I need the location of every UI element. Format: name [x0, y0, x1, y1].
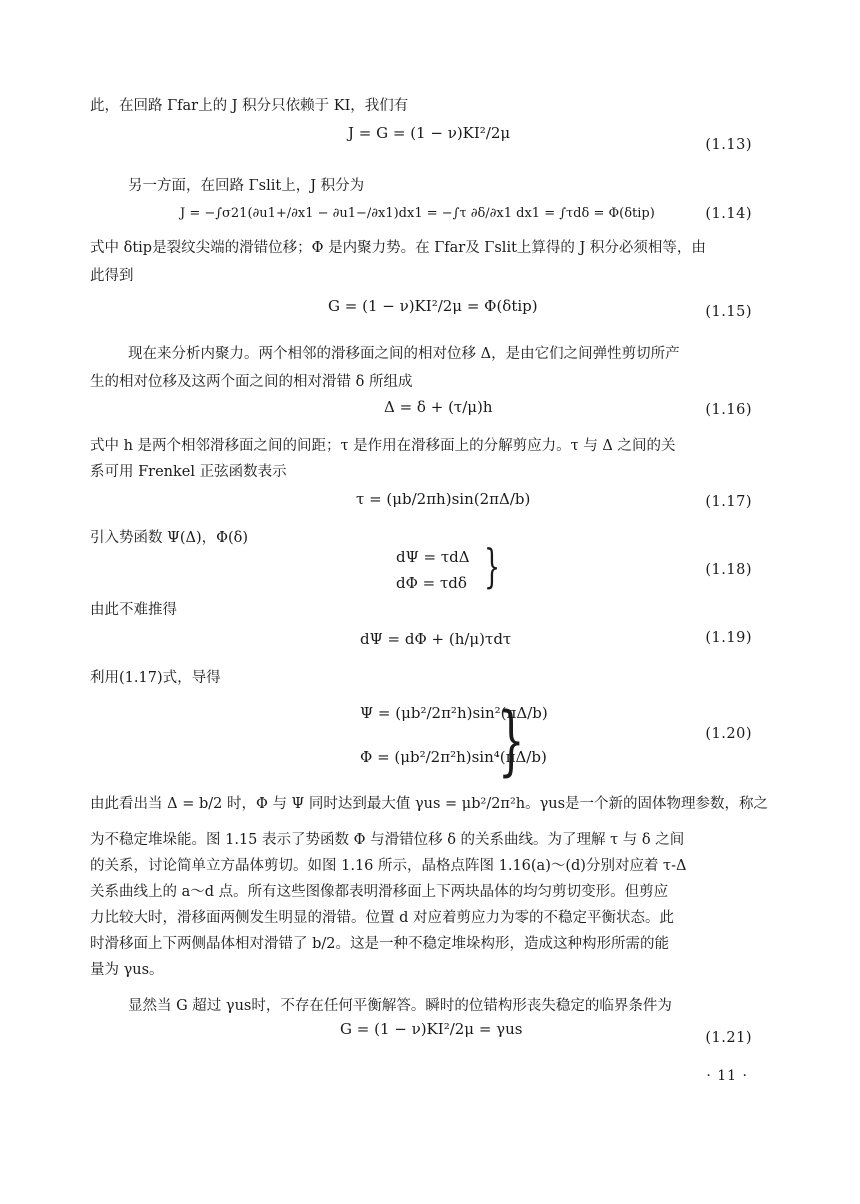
page-number: · 11 ·: [706, 1068, 748, 1084]
paragraph-line: 显然当 G 超过 γus时，不存在任何平衡解答。瞬时的位错构形丧失稳定的临界条件为: [128, 998, 672, 1014]
paragraph-line: 系可用 Frenkel 正弦函数表示: [90, 464, 287, 480]
equation-number: (1.15): [705, 304, 752, 320]
equation-1-20a: Ψ = (μb²/2π²h)sin²(πΔ/b): [360, 704, 548, 722]
paragraph-line: 由此看出当 Δ = b/2 时，Φ 与 Ψ 同时达到最大值 γus = μb²/2π²h。γus是一个新的固体物理参数，称之: [90, 796, 769, 812]
paragraph-line: 此得到: [90, 268, 134, 284]
paragraph-line: 生的相对位移及这两个面之间的相对滑错 δ 所组成: [90, 374, 413, 390]
paragraph-line: 此，在回路 Γfar上的 J 积分只依赖于 KⅠ，我们有: [90, 98, 409, 114]
paragraph-line: 利用(1.17)式，导得: [90, 670, 221, 686]
equation-number: (1.17): [705, 494, 752, 510]
paragraph-line: 式中 δtip是裂纹尖端的滑错位移；Φ 是内聚力势。在 Γfar及 Γslit上算得的 J 积分必须相等，由: [90, 240, 706, 256]
equation-number: (1.13): [705, 137, 752, 153]
equation-1-18a: dΨ = τdΔ: [396, 548, 470, 566]
paragraph-line: 引入势函数 Ψ(Δ)，Φ(δ): [90, 530, 249, 546]
equation-number: (1.18): [705, 562, 752, 578]
equation-1-20b: Φ = (μb²/2π²h)sin⁴(πΔ/b): [360, 748, 547, 766]
paragraph-line: 的关系，讨论简单立方晶体剪切。如图 1.16 所示，晶格点阵图 1.16(a)～(d)分别对应着 τ-Δ: [90, 858, 687, 874]
equation-number: (1.21): [705, 1030, 752, 1046]
equation-number: (1.14): [705, 206, 752, 222]
equation-1-15: G = (1 − ν)KⅠ²/2μ = Φ(δtip): [328, 297, 538, 315]
equation-number: (1.19): [705, 630, 752, 646]
paragraph-line: 量为 γus。: [90, 962, 164, 978]
paragraph-line: 另一方面，在回路 Γslit上，J 积分为: [128, 178, 365, 194]
equation-1-19: dΨ = dΦ + (h/μ)τdτ: [360, 630, 512, 648]
equation-number: (1.20): [705, 726, 752, 742]
equation-1-18b: dΦ = τdδ: [396, 574, 467, 592]
right-brace: }: [498, 695, 525, 784]
equation-1-16: Δ = δ + (τ/μ)h: [384, 398, 493, 416]
equation-1-17: τ = (μb/2πh)sin(2πΔ/b): [356, 490, 531, 508]
paragraph-line: 时滑移面上下两侧晶体相对滑错了 b/2。这是一种不稳定堆垛构形，造成这种构形所需的能: [90, 936, 669, 952]
paragraph-line: 式中 h 是两个相邻滑移面之间的间距；τ 是作用在滑移面上的分解剪应力。τ 与 Δ 之间的关: [90, 438, 676, 454]
paragraph-line: 现在来分析内聚力。两个相邻的滑移面之间的相对位移 Δ，是由它们之间弹性剪切所产: [128, 346, 680, 362]
equation-1-13: J = G = (1 − ν)KⅠ²/2μ: [348, 124, 511, 142]
paragraph-line: 关系曲线上的 a～d 点。所有这些图像都表明滑移面上下两块晶体的均匀剪切变形。但剪应: [90, 884, 669, 900]
equation-1-21: G = (1 − ν)KⅠ²/2μ = γus: [340, 1020, 523, 1038]
equation-number: (1.16): [705, 402, 752, 418]
paragraph-line: 为不稳定堆垛能。图 1.15 表示了势函数 Φ 与滑错位移 δ 的关系曲线。为了理解 τ 与 δ 之间: [90, 832, 685, 848]
equation-1-14: J = −∫σ21(∂u1+/∂x1 − ∂u1−/∂x1)dx1 = −∫τ ∂δ/∂x1 dx1 = ∫τdδ = Φ(δtip): [180, 206, 655, 221]
paragraph-line: 力比较大时，滑移面两侧发生明显的滑错。位置 d 对应着剪应力为零的不稳定平衡状态。此: [90, 910, 674, 926]
paragraph-line: 由此不难推得: [90, 602, 177, 618]
right-brace: }: [484, 539, 501, 593]
